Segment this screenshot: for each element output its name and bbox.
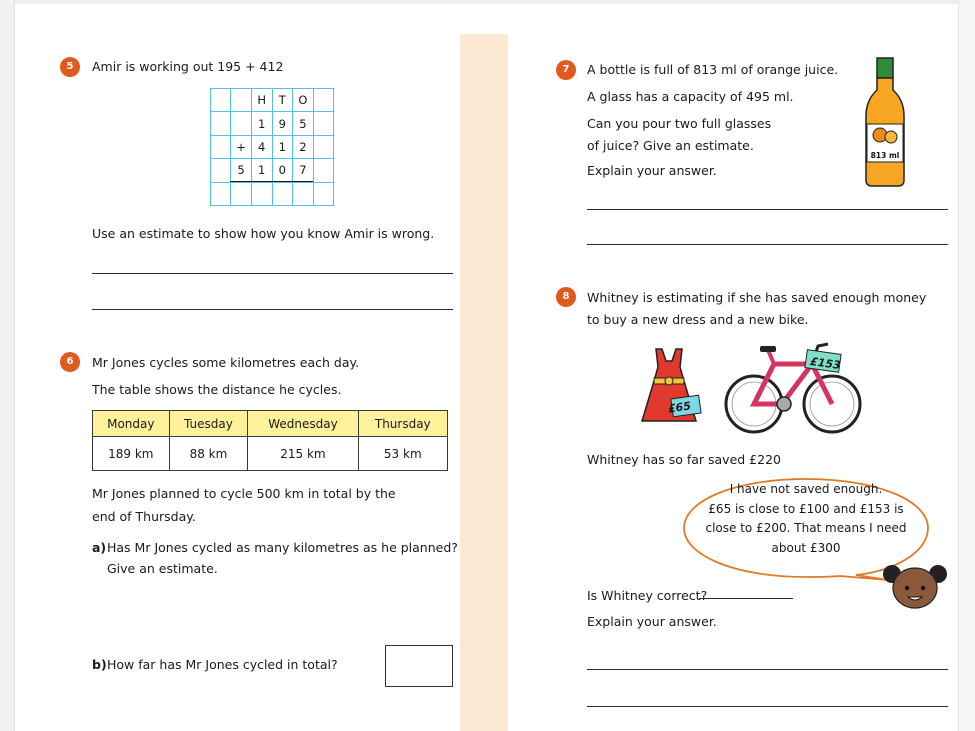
question-8-line1: Whitney is estimating if she has saved enough money bbox=[587, 290, 927, 305]
question-8-line2: to buy a new dress and a new bike. bbox=[587, 312, 809, 327]
part-a-line1: Has Mr Jones cycled as many kilometres as he planned? bbox=[107, 540, 458, 555]
whitney-explain: Explain your answer. bbox=[587, 614, 717, 629]
table-cell: 53 km bbox=[358, 437, 447, 471]
hto-row bbox=[211, 159, 334, 182]
hto-cell: 0 bbox=[272, 159, 293, 182]
whitney-question: Is Whitney correct? bbox=[587, 588, 708, 603]
answer-line[interactable] bbox=[587, 209, 948, 210]
question-7-line1: A bottle is full of 813 ml of orange juice. bbox=[587, 62, 839, 77]
bubble-line: close to £200. That means I need bbox=[705, 521, 907, 535]
table-row bbox=[93, 437, 448, 471]
answer-box[interactable] bbox=[385, 645, 453, 687]
table-cell: 189 km bbox=[93, 437, 170, 471]
short-answer-line[interactable] bbox=[699, 598, 793, 599]
question-6-plan-line1: Mr Jones planned to cycle 500 km in total by the bbox=[92, 486, 396, 501]
table-cell: 215 km bbox=[248, 437, 358, 471]
part-b-question: How far has Mr Jones cycled in total? bbox=[107, 657, 338, 672]
question-6-line1: Mr Jones cycles some kilometres each day. bbox=[92, 355, 360, 370]
part-a-label: a) bbox=[92, 540, 107, 555]
hto-cell bbox=[211, 159, 231, 182]
hto-cell: 7 bbox=[293, 159, 314, 182]
bubble-line: about £300 bbox=[771, 540, 841, 555]
table-header: Wednesday bbox=[248, 411, 358, 437]
question-8-number: 8 bbox=[556, 287, 576, 307]
girl-face-icon bbox=[882, 562, 948, 610]
hto-cell: O bbox=[293, 89, 314, 112]
page-gutter bbox=[460, 34, 508, 731]
table-cell: 88 km bbox=[169, 437, 248, 471]
hto-cell: 9 bbox=[272, 112, 293, 135]
part-b-label: b) bbox=[92, 657, 107, 672]
bubble-line: £65 is close to £100 and £153 is bbox=[708, 501, 904, 516]
hto-cell bbox=[313, 182, 333, 205]
hto-cell: 1 bbox=[272, 135, 293, 158]
hto-cell bbox=[313, 89, 333, 112]
hto-cell bbox=[313, 112, 333, 135]
bike-price-tag: £153 bbox=[809, 354, 842, 373]
hto-grid bbox=[210, 88, 334, 206]
hto-cell bbox=[211, 182, 231, 205]
question-7-line5: Explain your answer. bbox=[587, 163, 717, 178]
question-5-instruction: Use an estimate to show how you know Amir is wrong. bbox=[92, 226, 435, 241]
hto-cell bbox=[231, 182, 252, 205]
hto-cell bbox=[313, 135, 333, 158]
question-6-line2: The table shows the distance he cycles. bbox=[92, 382, 342, 397]
juice-bottle-icon bbox=[862, 56, 908, 188]
whitney-saved: Whitney has so far saved £220 bbox=[587, 452, 781, 467]
part-a-line2: Give an estimate. bbox=[107, 561, 218, 576]
question-7-line2: A glass has a capacity of 495 ml. bbox=[587, 89, 794, 104]
hto-sum-line bbox=[230, 181, 313, 182]
answer-line[interactable] bbox=[587, 244, 948, 245]
left-page-edge bbox=[0, 0, 15, 731]
hto-row bbox=[211, 135, 334, 158]
hto-cell bbox=[251, 182, 272, 205]
distance-table bbox=[92, 410, 448, 471]
bubble-text bbox=[680, 480, 932, 558]
question-5-number: 5 bbox=[60, 57, 80, 77]
hto-cell bbox=[211, 89, 231, 112]
hto-row bbox=[211, 182, 334, 205]
question-5-prompt: Amir is working out 195 + 412 bbox=[92, 59, 284, 74]
hto-cell bbox=[272, 182, 293, 205]
question-7-line3: Can you pour two full glasses bbox=[587, 116, 772, 131]
hto-row bbox=[211, 112, 334, 135]
bottle-label: 813 ml bbox=[870, 151, 900, 160]
answer-line[interactable] bbox=[587, 706, 948, 707]
hto-cell: 4 bbox=[251, 135, 272, 158]
answer-line[interactable] bbox=[587, 669, 948, 670]
dress-price-tag: £65 bbox=[667, 399, 692, 416]
hto-cell: 1 bbox=[251, 159, 272, 182]
hto-row bbox=[211, 89, 334, 112]
table-header: Monday bbox=[93, 411, 170, 437]
hto-cell: 1 bbox=[251, 112, 272, 135]
hto-cell: + bbox=[231, 135, 252, 158]
top-edge bbox=[0, 0, 975, 4]
hto-cell: 5 bbox=[231, 159, 252, 182]
hto-cell: 2 bbox=[293, 135, 314, 158]
hto-cell: 5 bbox=[293, 112, 314, 135]
hto-cell bbox=[231, 89, 252, 112]
table-header: Thursday bbox=[358, 411, 447, 437]
table-header: Tuesday bbox=[169, 411, 248, 437]
hto-cell bbox=[293, 182, 314, 205]
answer-line[interactable] bbox=[92, 273, 453, 274]
hto-cell: T bbox=[272, 89, 293, 112]
question-6-plan-line2: end of Thursday. bbox=[92, 509, 196, 524]
question-7-line4: of juice? Give an estimate. bbox=[587, 138, 754, 153]
question-7-number: 7 bbox=[556, 60, 576, 80]
table-header-row bbox=[93, 411, 448, 437]
dress-icon bbox=[634, 345, 704, 429]
answer-line[interactable] bbox=[92, 309, 453, 310]
hto-cell bbox=[231, 112, 252, 135]
hto-cell bbox=[211, 135, 231, 158]
right-page-edge bbox=[958, 0, 975, 731]
hto-cell bbox=[211, 112, 231, 135]
hto-cell bbox=[313, 159, 333, 182]
hto-cell: H bbox=[251, 89, 272, 112]
bike-icon bbox=[722, 338, 862, 436]
bubble-line: I have not saved enough. bbox=[729, 482, 883, 496]
question-6-number: 6 bbox=[60, 352, 80, 372]
